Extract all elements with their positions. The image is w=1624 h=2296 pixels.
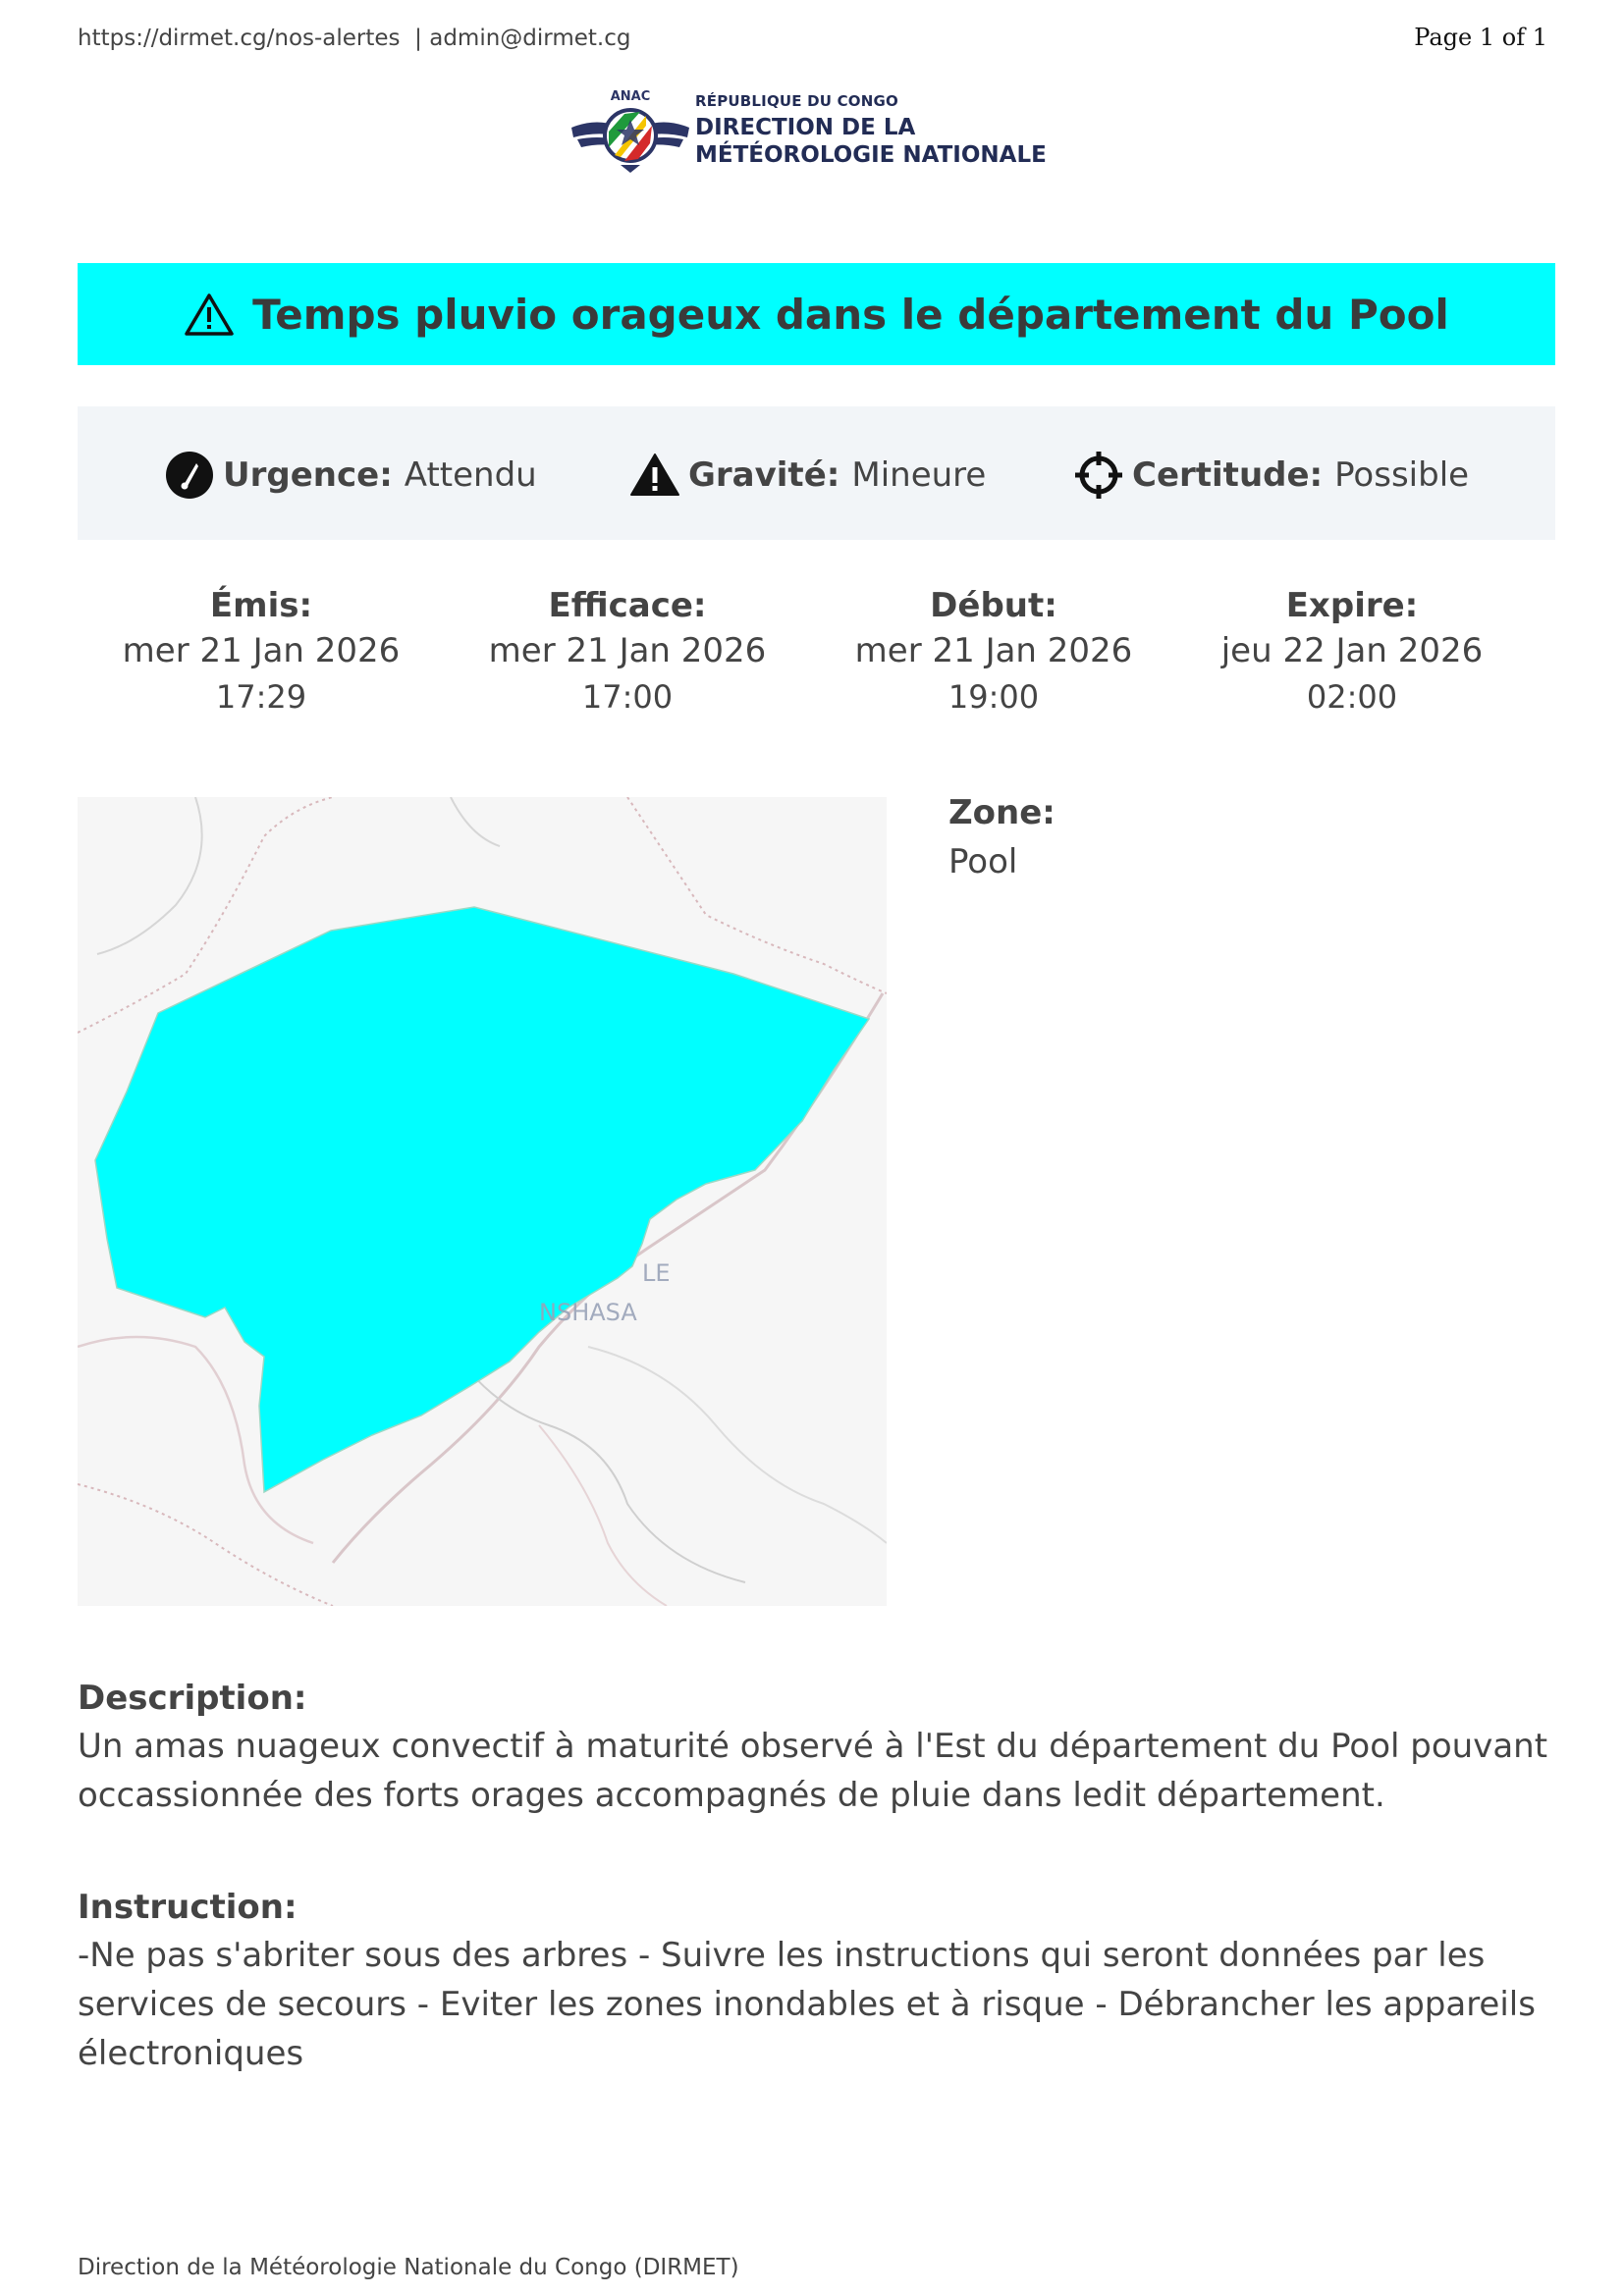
date-label: Efficace: bbox=[548, 586, 707, 625]
anac-emblem-icon bbox=[566, 86, 695, 177]
severity-value: Mineure bbox=[851, 455, 987, 495]
alert-banner bbox=[78, 263, 1555, 365]
date-onset bbox=[810, 585, 1177, 719]
page-footer: Direction de la Météorologie Nationale du Congo (DIRMET) bbox=[78, 2255, 739, 2280]
date-time: 17:29 bbox=[215, 678, 307, 716]
date-day: jeu 22 Jan 2026 bbox=[1220, 631, 1484, 670]
warning-icon bbox=[629, 450, 680, 501]
urgency-field bbox=[164, 450, 537, 501]
date-day: mer 21 Jan 2026 bbox=[488, 631, 767, 670]
logo-org-line-2: MÉTÉOROLOGIE NATIONALE bbox=[695, 142, 1047, 168]
logo-text bbox=[695, 92, 1047, 169]
certainty-label: Certitude: bbox=[1132, 455, 1324, 495]
date-label: Début: bbox=[930, 586, 1057, 625]
map-place-label: LE bbox=[642, 1259, 671, 1287]
instruction-text: -Ne pas s'abriter sous des arbres - Suivre les instructions qui seront données par les services de secours - Eviter les zones inondables et à risque - Débrancher les appareils électroniques bbox=[78, 1936, 1536, 2073]
severity-field bbox=[629, 450, 986, 501]
date-effective bbox=[444, 585, 811, 719]
date-label: Émis: bbox=[209, 586, 313, 625]
zone-value: Pool bbox=[948, 842, 1018, 881]
alert-meta-bar bbox=[78, 406, 1555, 540]
urgency-label: Urgence: bbox=[223, 455, 393, 495]
instruction-label: Instruction: bbox=[78, 1888, 298, 1927]
date-issued bbox=[78, 585, 445, 719]
alert-dates bbox=[78, 585, 1555, 722]
logo-org-line-1: DIRECTION DE LA bbox=[695, 115, 916, 140]
zone-label: Zone: bbox=[948, 793, 1056, 832]
dirmet-logo bbox=[566, 86, 1066, 177]
severity-label: Gravité: bbox=[688, 455, 840, 495]
emblem-text: ANAC bbox=[610, 89, 651, 104]
logo-country: RÉPUBLIQUE DU CONGO bbox=[695, 92, 898, 110]
date-day: mer 21 Jan 2026 bbox=[122, 631, 401, 670]
description-label: Description: bbox=[78, 1679, 307, 1718]
date-time: 19:00 bbox=[947, 678, 1040, 716]
description-text: Un amas nuageux convectif à maturité observé à l'Est du département du Pool pouvant occassionnée des forts orages accompagnés de pluie dans ledit département. bbox=[78, 1727, 1548, 1815]
crosshair-icon bbox=[1073, 450, 1124, 501]
warning-icon bbox=[184, 292, 235, 337]
contact-email[interactable]: | admin@dirmet.cg bbox=[414, 26, 631, 51]
map-canvas bbox=[78, 797, 887, 1606]
alert-zone-map bbox=[78, 797, 887, 1606]
gauge-icon bbox=[164, 450, 215, 501]
date-day: mer 21 Jan 2026 bbox=[854, 631, 1133, 670]
page-number: Page 1 of 1 bbox=[1414, 24, 1547, 51]
page-header-source bbox=[78, 26, 630, 51]
date-expires bbox=[1168, 585, 1536, 719]
urgency-value: Attendu bbox=[404, 455, 537, 495]
certainty-field bbox=[1073, 450, 1469, 501]
date-time: 02:00 bbox=[1306, 678, 1398, 716]
date-time: 17:00 bbox=[581, 678, 674, 716]
map-place-label: NSHASA bbox=[539, 1299, 637, 1326]
date-label: Expire: bbox=[1285, 586, 1419, 625]
source-url[interactable]: https://dirmet.cg/nos-alertes bbox=[78, 26, 401, 51]
alert-title: Temps pluvio orageux dans le département du Pool bbox=[252, 290, 1449, 339]
certainty-value: Possible bbox=[1334, 455, 1470, 495]
